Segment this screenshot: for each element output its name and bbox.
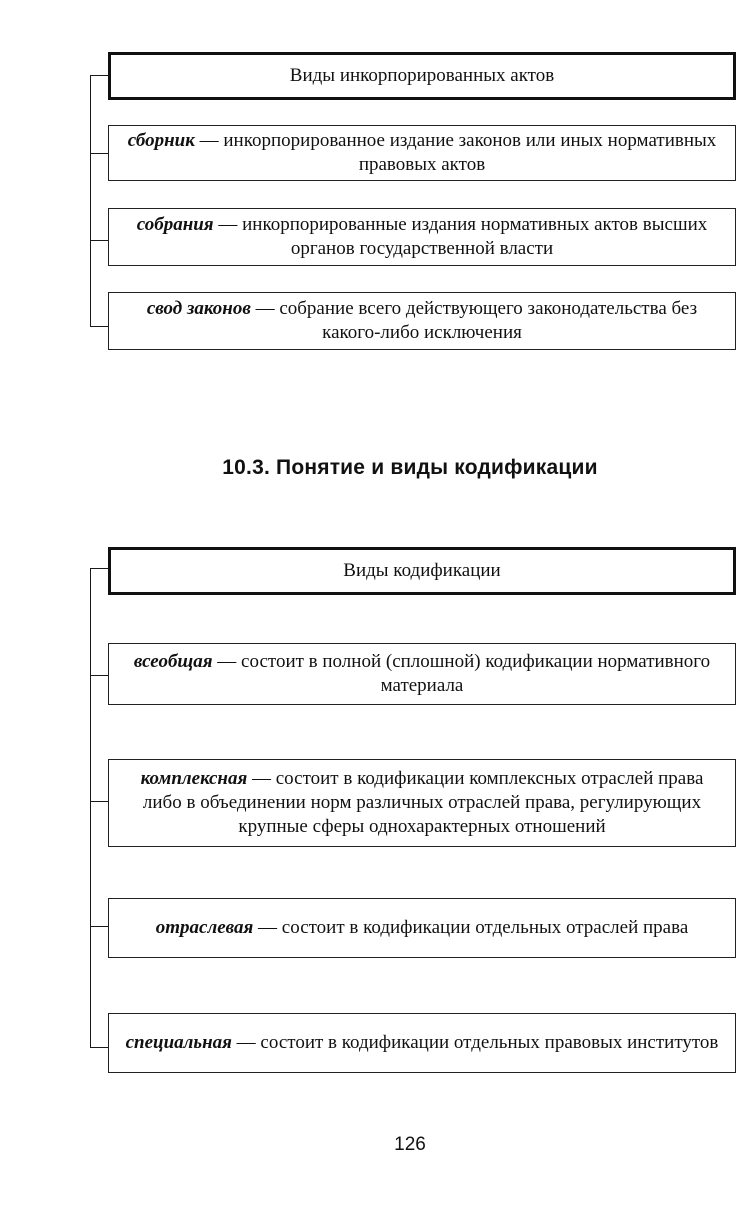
codification-item-box xyxy=(108,898,736,958)
connector-branch-item xyxy=(90,240,108,241)
item-separator: — xyxy=(247,768,276,789)
codification-header-box xyxy=(108,547,736,595)
incorporation-header-text: Виды инкорпорированных актов xyxy=(289,65,555,86)
codification-header-text: Виды кодификации xyxy=(343,560,501,581)
incorporation-item-text xyxy=(123,129,721,177)
incorporation-item-box xyxy=(108,292,736,350)
item-term: свод законов xyxy=(146,298,251,319)
item-definition: инкорпорированное издание законов или иных нормативных правовых актов xyxy=(223,130,717,175)
connector-branch-header xyxy=(90,75,108,76)
connector-trunk-codification xyxy=(90,568,91,1048)
item-separator: — xyxy=(250,298,280,319)
connector-branch-item xyxy=(90,1047,108,1048)
codification-item-text xyxy=(126,1031,719,1055)
item-separator: — xyxy=(212,651,242,672)
item-definition: инкорпорированные издания нормативных актов высших органов государственной власти xyxy=(242,214,708,259)
connector-branch-item xyxy=(90,926,108,927)
codification-item-text xyxy=(123,767,721,839)
incorporation-item-text xyxy=(123,213,721,261)
incorporation-item-text xyxy=(123,297,721,345)
item-separator: — xyxy=(253,917,282,938)
codification-item-box xyxy=(108,1013,736,1073)
connector-trunk-incorporation xyxy=(90,75,91,327)
item-definition: собрание всего действующего законодательства без какого-либо исключения xyxy=(279,298,698,343)
connector-branch-item xyxy=(90,153,108,154)
page-number: 126 xyxy=(394,1134,426,1155)
item-separator: — xyxy=(213,214,243,235)
codification-item-box xyxy=(108,759,736,847)
incorporation-header-box xyxy=(108,52,736,100)
item-definition: состоит в кодификации комплексных отраслей права либо в объединении норм различных отраслей права, регулирующих крупные сферы однохарактерных отношений xyxy=(142,768,704,837)
codification-item-text xyxy=(123,650,721,698)
item-term: специальная xyxy=(125,1032,232,1053)
item-term: сборник xyxy=(127,130,195,151)
incorporation-item-box xyxy=(108,125,736,181)
section-title: 10.3. Понятие и виды кодификации xyxy=(222,456,598,479)
connector-branch-item xyxy=(90,801,108,802)
connector-branch-item xyxy=(90,675,108,676)
item-separator: — xyxy=(231,1032,261,1053)
item-definition: состоит в полной (сплошной) кодификации нормативного материала xyxy=(241,651,711,696)
item-definition: состоит в кодификации отдельных правовых институтов xyxy=(260,1032,719,1053)
item-definition: состоит в кодификации отдельных отраслей права xyxy=(281,917,689,938)
item-term: всеобщая xyxy=(133,651,213,672)
codification-item-text xyxy=(156,916,689,940)
connector-branch-item xyxy=(90,326,108,327)
incorporation-item-box xyxy=(108,208,736,266)
codification-item-box xyxy=(108,643,736,705)
connector-branch-header xyxy=(90,568,108,569)
item-term: собрания xyxy=(136,214,214,235)
item-term: отраслевая xyxy=(155,917,254,938)
item-separator: — xyxy=(194,130,224,151)
item-term: комплексная xyxy=(140,768,248,789)
